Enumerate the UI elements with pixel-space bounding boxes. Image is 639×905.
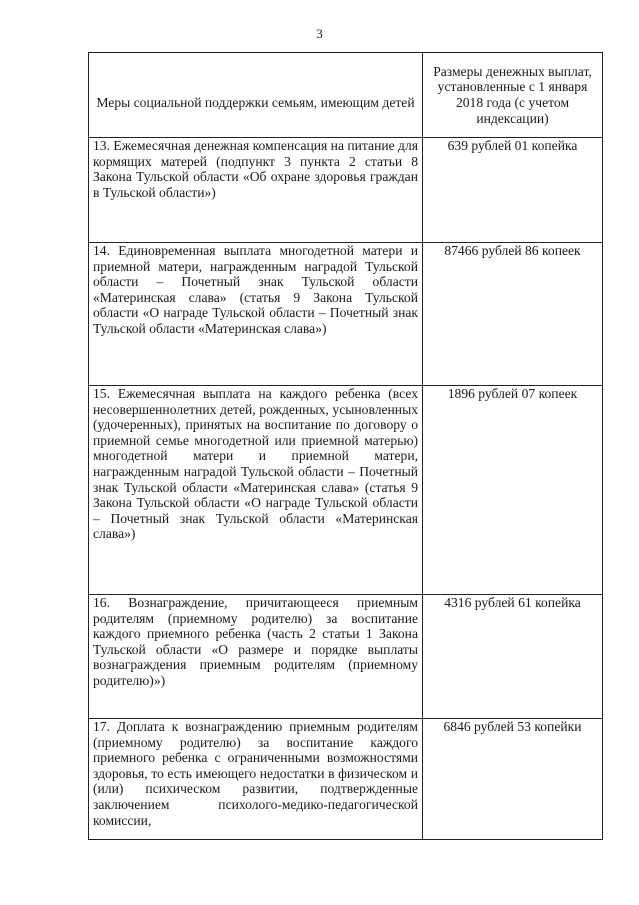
header-measures: Меры социальной поддержки семьям, имеющим детей [89, 53, 423, 138]
amount-cell: 6846 рублей 53 копейки [423, 719, 603, 840]
header-amounts: Размеры денежных выплат, установленные с 1 января 2018 года (с учетом индексации) [423, 53, 603, 138]
amount-cell: 639 рублей 01 копейка [423, 138, 603, 243]
table-row [89, 719, 603, 840]
measure-cell: 13. Ежемесячная денежная компенсация на питание для кормящих матерей (подпункт 3 пункта 2 статьи 8 Закона Тульской области «Об охране здоровья граждан в Тульской области») [89, 138, 423, 243]
page-number: 3 [316, 26, 323, 41]
amount-cell: 4316 рублей 61 копейка [423, 595, 603, 719]
measure-cell: 17. Доплата к вознаграждению приемным родителям (приемному родителю) за воспитание каждого приемного ребенка с ограниченными возможностями здоровья, то есть имеющего недостатки в физическом и (или) психическом развитии, подтвержденные заключением психолого-медико-педагогической комиссии, [89, 719, 423, 840]
social-support-table [88, 52, 603, 840]
table-row [89, 386, 603, 595]
table-row [89, 595, 603, 719]
measure-cell: 15. Ежемесячная выплата на каждого ребенка (всех несовершеннолетних детей, рожденных, усыновленных (удочеренных), принятых на воспитание по договору о приемной семье многодетной или приемной матерью) многодетной матери и приемной матери, награжденным наградой Тульской области – Почетный знак Тульской области «Материнская слава» (статья 9 Закона Тульской области «О награде Тульской области – Почетный знак Тульской области «Материнская слава») [89, 386, 423, 595]
table-row [89, 138, 603, 243]
measure-cell: 16. Вознаграждение, причитающееся приемным родителям (приемному родителю) за воспитание каждого приемного ребенка (часть 2 статьи 1 Закона Тульской области «О размере и порядке выплаты вознаграждения приемным родителям (приемному родителю)») [89, 595, 423, 719]
table-row [89, 243, 603, 386]
amount-cell: 1896 рублей 07 копеек [423, 386, 603, 595]
measure-cell: 14. Единовременная выплата многодетной матери и приемной матери, награжденным наградой Тульской области – Почетный знак Тульской области «Материнская слава» (статья 9 Закона Тульской области «О награде Тульской области – Почетный знак Тульской области «Материнская слава») [89, 243, 423, 386]
table-header-row [89, 53, 603, 138]
amount-cell: 87466 рублей 86 копеек [423, 243, 603, 386]
